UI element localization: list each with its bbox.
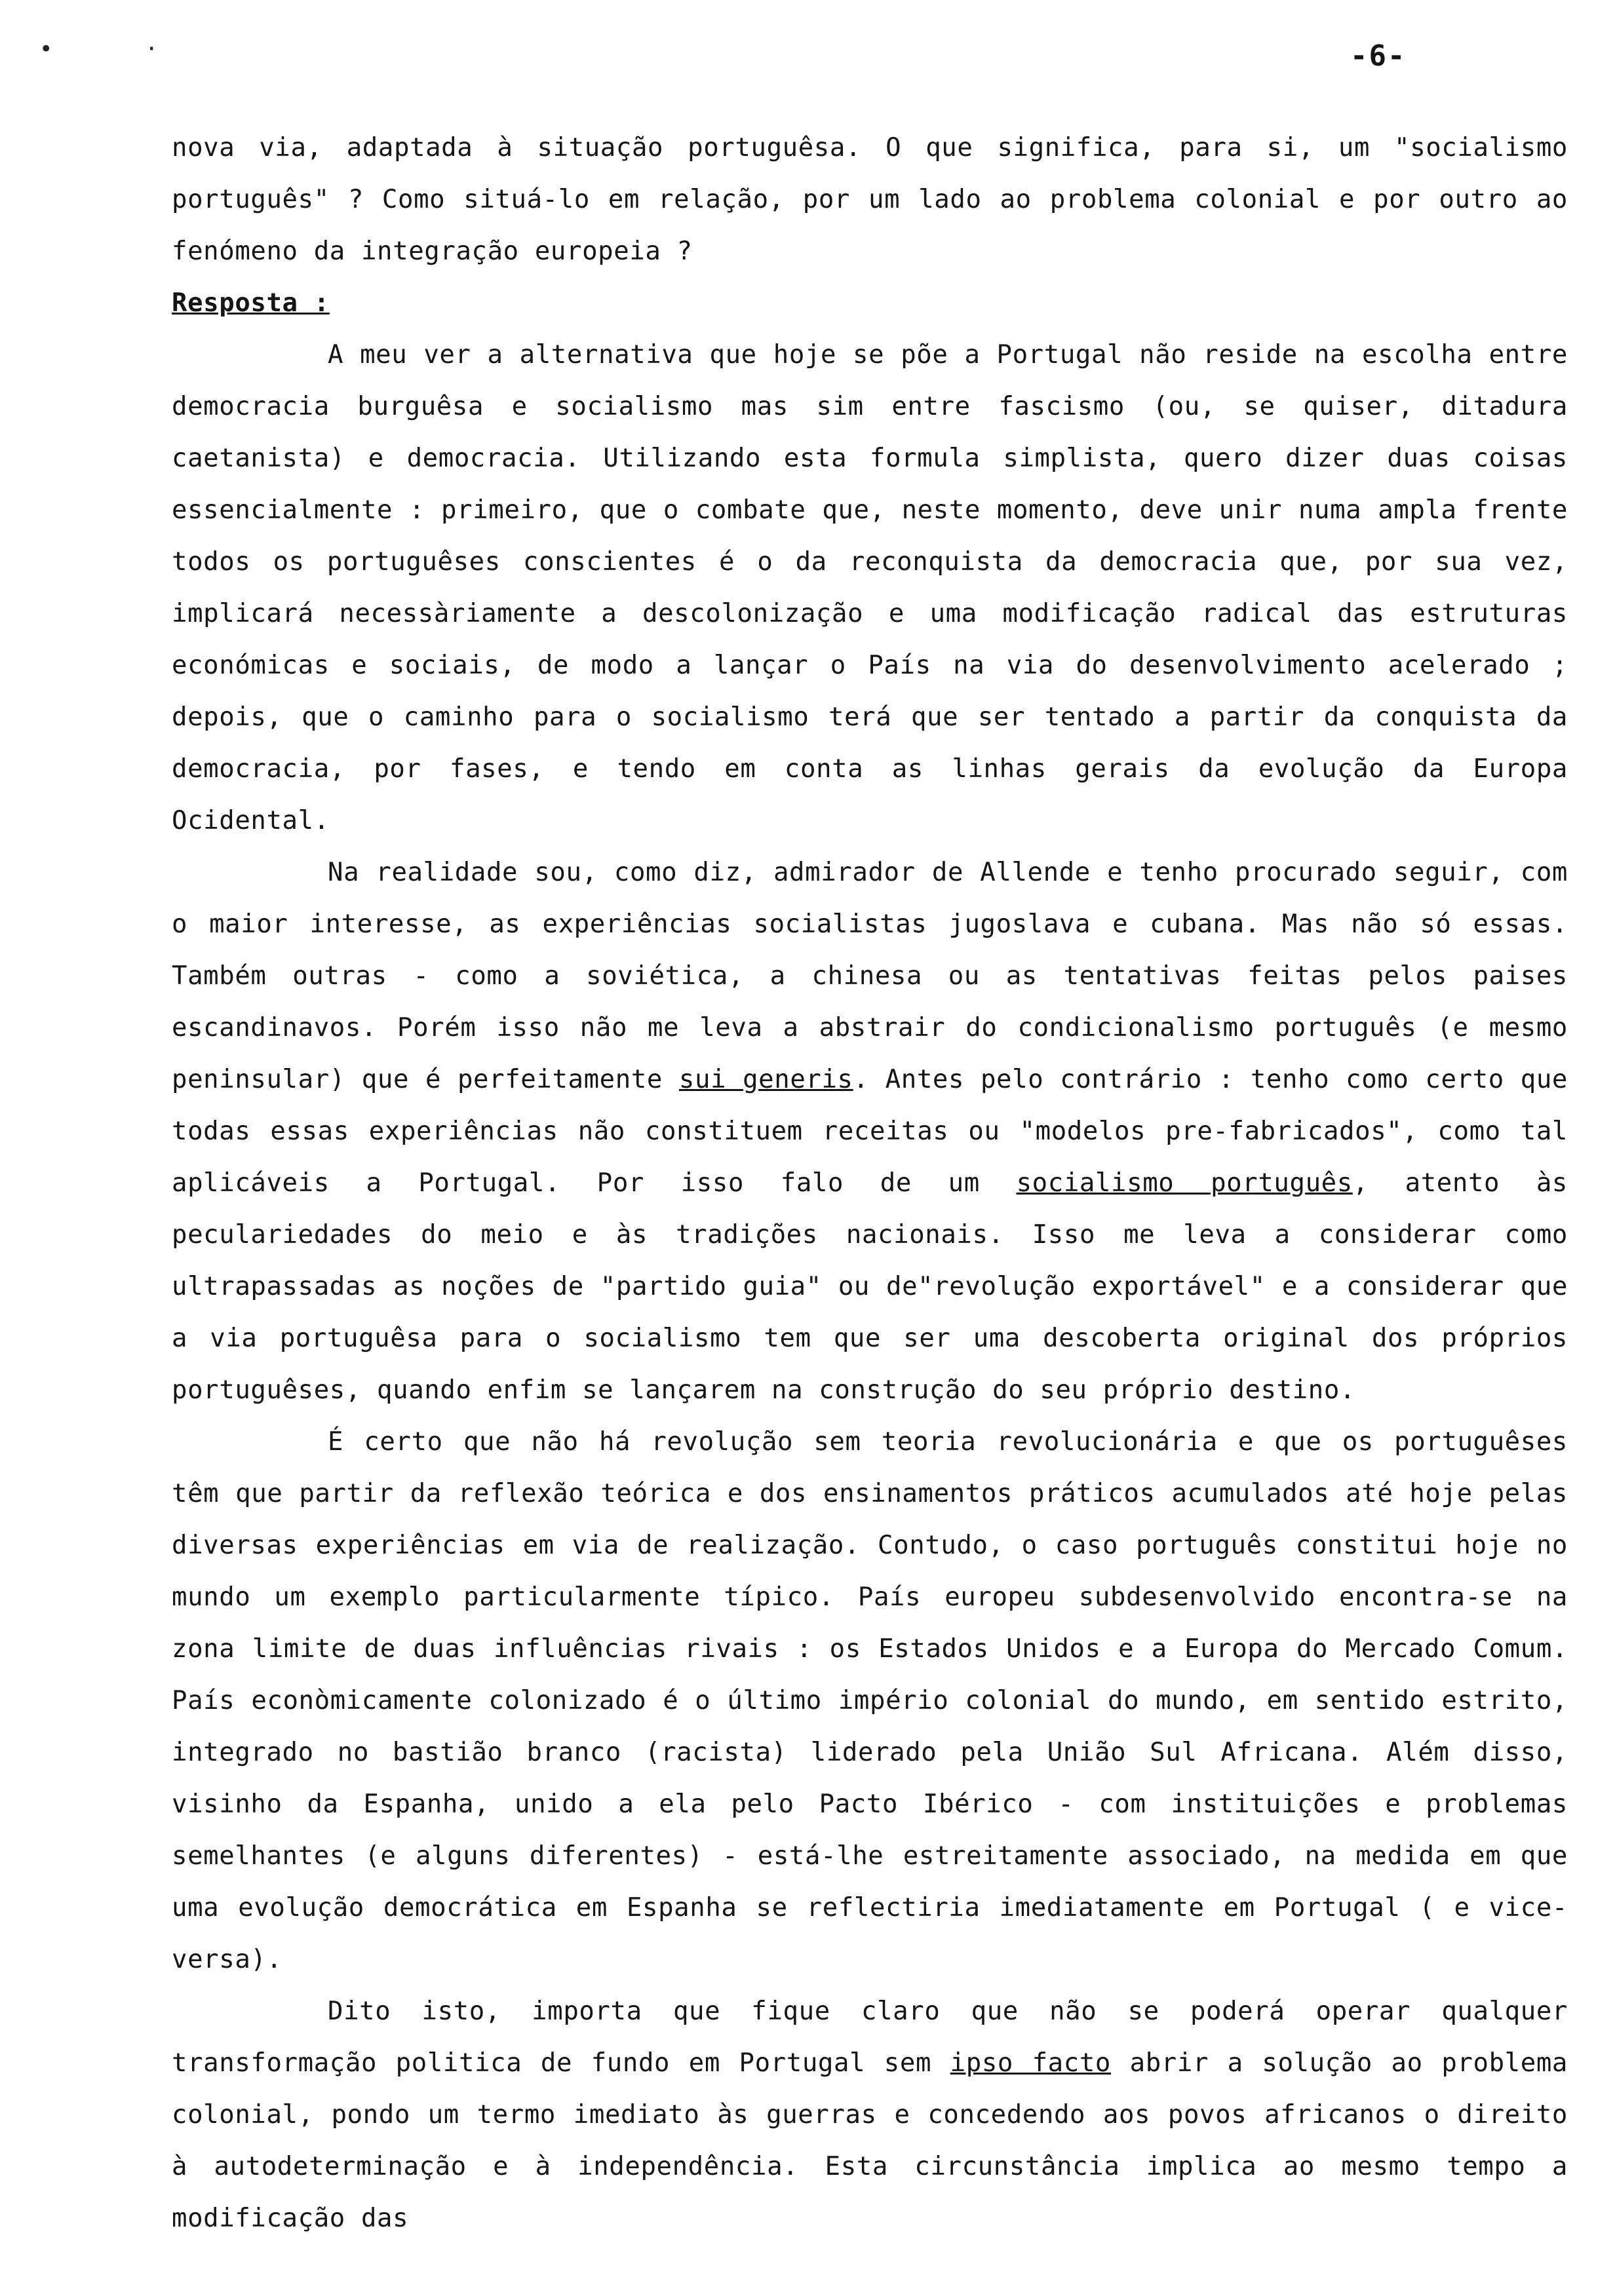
paragraph-2-text-b: . Antes pelo contrário : tenho como certo que todas essas experiências não constituem receitas ou "modelos pre-fabricados", como tal aplicáveis a Portugal. Por isso falo de um [172,1065,1568,1198]
paragraph-2-text-c: , atento às peculariedades do meio e às tradições nacionais. Isso me leva a considerar como ultrapassadas as noções de "partido guia" ou de"revolução exportável" e a considerar que a via portuguêsa para o socialismo tem que ser uma descoberta original dos próprios portuguêses, quando enfim se lançarem na construção do seu próprio destino. [172,1168,1568,1405]
underlined-socialismo-portugues: socialismo português [1016,1168,1353,1198]
paragraph-2-text-a: Na realidade sou, como diz, admirador de Allende e tenho procurado seguir, com o maior interesse, as experiências socialistas jugoslava e cubana. Mas não só essas. Também outras - como a soviética, a chinesa ou as tentativas feitas pelos paises escandinavos. Porém isso não me leva a abstrair do condicionalismo português (e mesmo peninsular) que é perfeitamente [172,858,1568,1094]
scan-marks: • · [39,36,198,62]
paragraph-1: A meu ver a alternativa que hoje se põe a Portugal não reside na escolha entre democracia burguêsa e socialismo mas sim entre fascismo (ou, se quiser, ditadura caetanista) e democracia. Utilizando esta formula simplista, quero dizer duas coisas essencialmente : primeiro, que o combate que, neste momento, deve unir numa ampla frente todos os portuguêses conscientes é o da reconquista da democracia que, por sua vez, implicará necessàriamente a descolonização e uma modificação radical das estruturas económicas e sociais, de modo a lançar o País na via do desenvolvimento acelerado ; depois, que o caminho para o socialismo terá que ser tentado a partir da conquista da democracia, por fases, e tendo em conta as linhas gerais da evolução da Europa Ocidental. [172,340,1568,835]
underlined-sui-generis: sui generis [678,1065,853,1094]
paragraph-2 [172,847,1568,1416]
answer-label: Resposta : [172,288,330,318]
paragraph-4-text-b: abrir a solução ao problema colonial, pondo um termo imediato às guerras e concedendo aos povos africanos o direito à autodeterminação e à independência. Esta circunstância implica ao mesmo tempo a modificação das [172,2048,1568,2233]
paragraph-4 [172,1985,1568,2244]
document-body [172,122,1568,2244]
underlined-ipso-facto: ipso facto [950,2048,1112,2078]
paragraph-4-text-a: Dito isto, importa que fique claro que não se poderá operar qualquer transformação politica de fundo em Portugal sem [172,1997,1568,2078]
intro-paragraph: nova via, adaptada à situação portuguêsa. O que significa, para si, um "socialismo português" ? Como situá-lo em relação, por um lado ao problema colonial e por outro ao fenómeno da integração europeia ? [172,133,1568,266]
paragraph-3: É certo que não há revolução sem teoria revolucionária e que os portuguêses têm que partir da reflexão teórica e dos ensinamentos práticos acumulados até hoje pelas diversas experiências em via de realização. Contudo, o caso português constitui hoje no mundo um exemplo particularmente típico. País europeu subdesenvolvido encontra-se na zona limite de duas influências rivais : os Estados Unidos e a Europa do Mercado Comum. País econòmicamente colonizado é o último império colonial do mundo, em sentido estrito, integrado no bastião branco (racista) liderado pela União Sul Africana. Além disso, visinho da Espanha, unido a ela pelo Pacto Ibérico - com instituições e problemas semelhantes (e alguns diferentes) - está-lhe estreitamente associado, na medida em que uma evolução democrática em Espanha se reflectiria imediatamente em Portugal ( e vice-versa). [172,1427,1568,1974]
page-number: -6- [1350,39,1407,73]
